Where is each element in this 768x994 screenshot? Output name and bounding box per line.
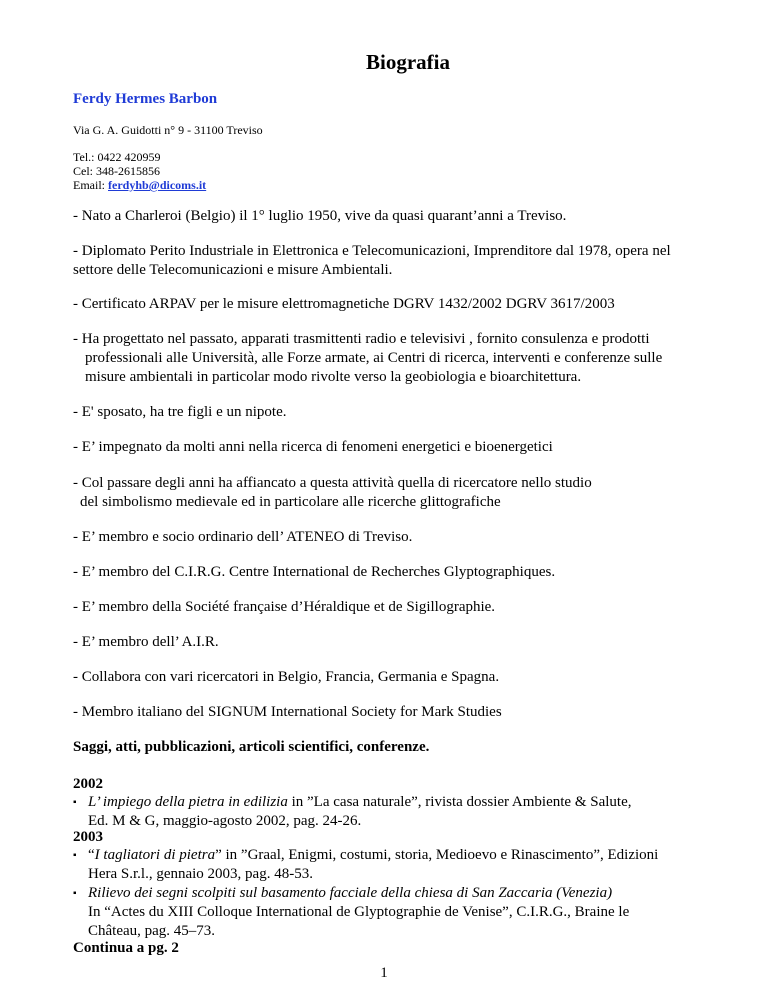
email-link[interactable]: ferdyhb@dicoms.it [108,178,207,192]
publication-title: L’ impiego della pietra in edilizia [88,794,288,810]
publication-details: in ”La casa naturale”, rivista dossier Ambiente & Salute, [287,794,632,810]
bio-symbolism-line1: - Col passare degli anni ha affiancato a questa attività quella di ricercatore nello studio [73,475,592,491]
bio-birth: - Nato a Charleroi (Belgio) il 1° luglio 1950, vive da quasi quarant’anni a Treviso. [73,208,567,224]
bio-symbolism [73,474,713,512]
bullet-icon: ▪ [73,888,77,899]
bio-signum: - Membro italiano del SIGNUM International Society for Mark Studies [73,704,502,720]
author-name: Ferdy Hermes Barbon [73,91,218,107]
publication-title: Rilievo dei segni scolpiti sul basamento facciale della chiesa di San Zaccaria (Venezia) [88,885,613,901]
bio-projects-line1: - Ha progettato nel passato, apparati trasmittenti radio e televisivi , fornito consulenza e prodotti [73,331,650,347]
phone: Tel.: 0422 420959 [73,150,161,164]
publication-entry [73,846,713,884]
bio-symbolism-line2: del simbolismo medievale ed in particolare alle ricerche glittografiche [80,494,501,510]
page-number: 1 [380,965,388,981]
bio-research: - E’ impegnato da molti anni nella ricerca di fenomeni energetici e bioenergetici [73,439,553,455]
bullet-icon: ▪ [73,797,77,808]
bio-family: - E' sposato, ha tre figli e un nipote. [73,404,287,420]
publication-details-cont: Ed. M & G, maggio-agosto 2002, pag. 24-26. [88,813,362,829]
bio-air: - E’ membro dell’ A.I.R. [73,634,219,650]
cell: Cel: 348-2615856 [73,164,160,178]
bio-cirg: - E’ membro del C.I.R.G. Centre International de Recherches Glyptographiques. [73,564,556,580]
quote-mark: “ [88,847,95,863]
continue-note: Continua a pg. 2 [73,940,179,956]
publication-details-cont: Hera S.r.l., gennaio 2003, pag. 48-53. [88,866,313,882]
bio-ateneo: - E’ membro e socio ordinario dell’ ATENEO di Treviso. [73,529,413,545]
bio-certificate: - Certificato ARPAV per le misure elettromagnetiche DGRV 1432/2002 DGRV 3617/2003 [73,296,615,312]
publication-details: ” in ”Graal, Enigmi, costumi, storia, Medioevo e Rinascimento”, Edizioni [215,847,659,863]
address: Via G. A. Guidotti n° 9 - 31100 Treviso [73,123,263,137]
publication-title: I tagliatori di pietra [94,847,216,863]
publication-entry [73,793,713,831]
year-2002: 2002 [73,776,103,792]
page-title: Biografia [366,50,450,74]
publication-details: In “Actes du XIII Colloque International de Glyptographie de Venise”, C.I.R.G., Braine le [88,904,630,920]
bio-projects-line3: misure ambientali in particolar modo rivolte verso la geobiologia e bioarchitettura. [85,369,582,385]
publication-details-cont: Château, pag. 45–73. [88,923,216,939]
bio-collaboration: - Collabora con vari ricercatori in Belgio, Francia, Germania e Spagna. [73,669,500,685]
publications-heading: Saggi, atti, pubblicazioni, articoli scientifici, conferenze. [73,739,430,755]
bio-projects-line2: professionali alle Università, alle Forze armate, ai Centri di ricerca, interventi e conferenze sulle [85,350,663,366]
publication-entry [73,884,713,941]
bio-heraldique: - E’ membro della Société française d’Héraldique et de Sigillographie. [73,599,496,615]
bullet-icon: ▪ [73,850,77,861]
bio-projects [73,330,713,387]
year-2003: 2003 [73,829,103,845]
email-label: Email: [73,178,108,192]
email-line [73,178,206,192]
bio-diploma: - Diplomato Perito Industriale in Elettronica e Telecomunicazioni, Imprenditore dal 1978, opera nel settore delle Telecomunicazioni e misure Ambientali. [73,243,671,278]
contact-block [73,150,206,192]
